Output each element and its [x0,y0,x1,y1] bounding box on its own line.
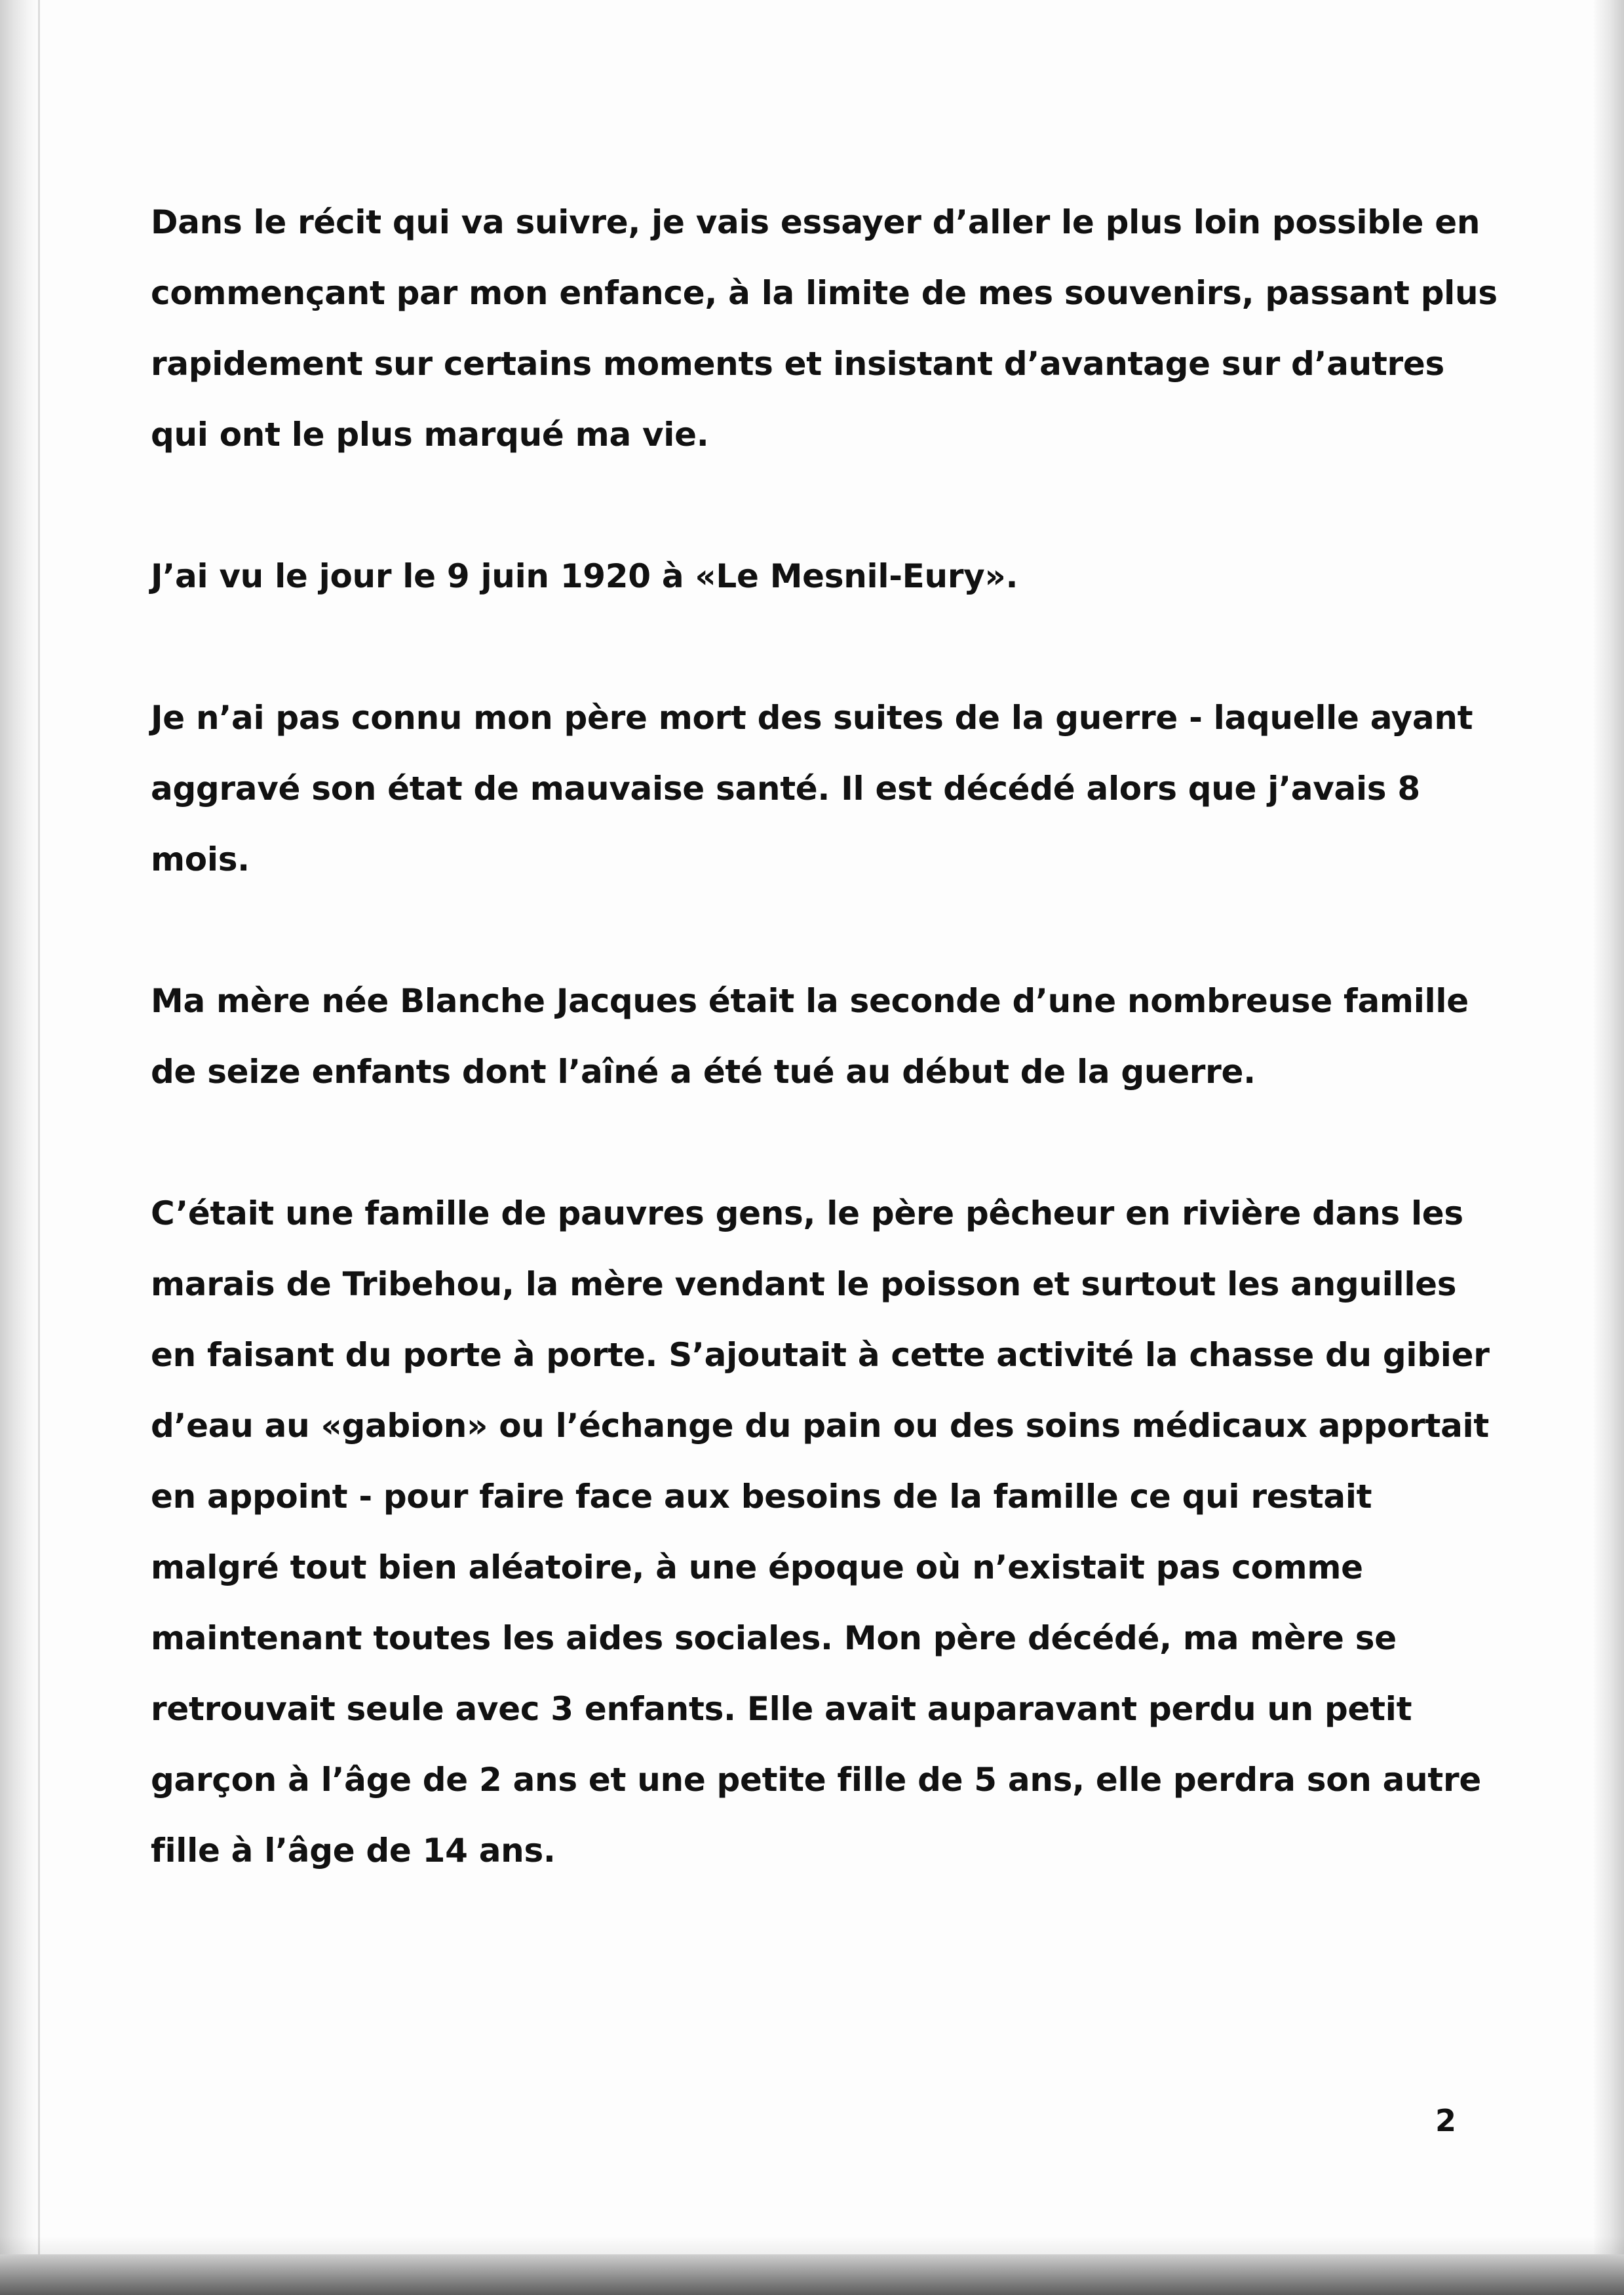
page-right-edge [1594,0,1624,2295]
page-fold-line [38,0,40,2295]
page-bottom-edge [0,2254,1624,2295]
page-bottom-shadow [0,2236,1624,2254]
page-number: 2 [1435,2103,1457,2138]
paragraph-father: Je n’ai pas connu mon père mort des suites de la guerre - laquelle ayant aggravé son état de mauvaise santé. Il est décédé alors que j’avais 8 mois. [151,699,1473,878]
paragraph-intro: Dans le récit qui va suivre, je vais essayer d’aller le plus loin possible en commençant par mon enfance, à la limite de mes souvenirs, passant plus rapidement sur certains moments et insistant d’avantage sur d’autres qui ont le plus marqué ma vie. [151,203,1498,454]
paragraph-mother: Ma mère née Blanche Jacques était la seconde d’une nombreuse famille de seize enfants dont l’aîné a été tué au début de la guerre. [151,982,1469,1091]
paragraph-family: C’était une famille de pauvres gens, le père pêcheur en rivière dans les marais de Tribehou, la mère vendant le poisson et surtout les anguilles en faisant du porte à porte. S’ajoutait à cette activité la chasse du gibier d’eau au «gabion» ou l’échange du pain ou des soins médicaux apportait en appoint - pour faire face aux besoins de la famille ce qui restait malgré tout bien aléatoire, à une époque où n’existait pas comme maintenant toutes les aides sociales. Mon père décédé, ma mère se retrouvait seule avec 3 enfants. Elle avait auparavant perdu un petit garçon à l’âge de 2 ans et une petite fille de 5 ans, elle perdra son autre fille à l’âge de 14 ans. [151,1194,1490,1870]
body-text [151,187,1507,1886]
page-left-edge [0,0,39,2295]
paragraph-birth: J’ai vu le jour le 9 juin 1920 à «Le Mesnil-Eury». [151,557,1018,595]
